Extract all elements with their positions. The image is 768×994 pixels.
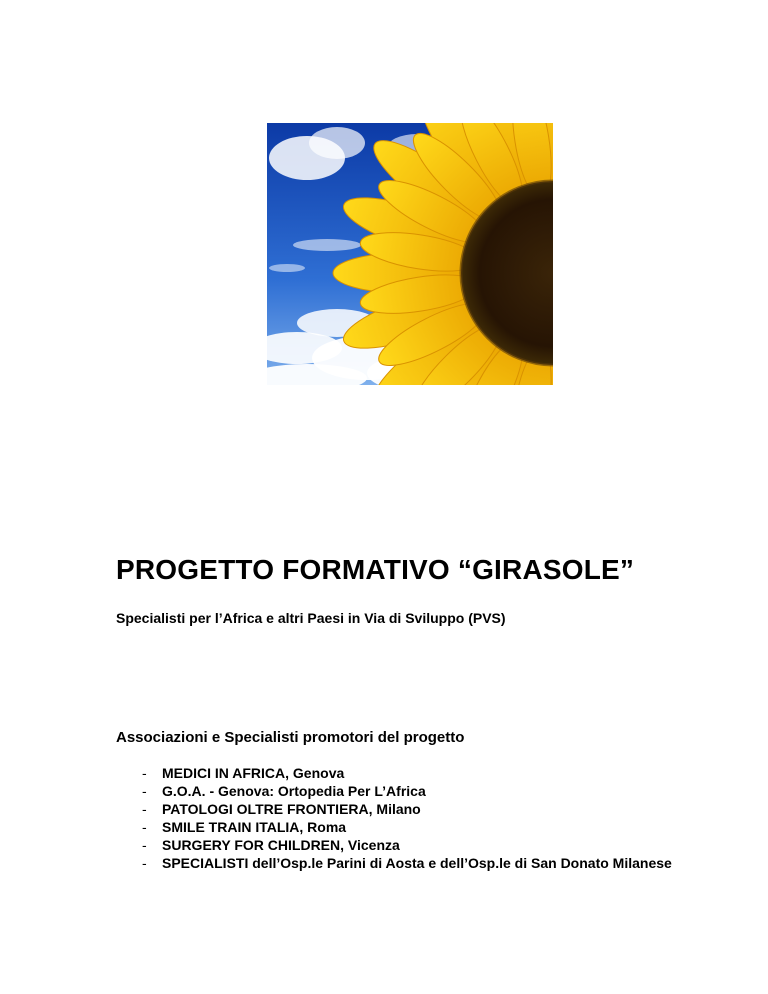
promoter-name: MEDICI IN AFRICA, Genova [162, 765, 345, 781]
cover-image [267, 123, 553, 385]
list-item [142, 836, 682, 854]
bullet-dash: - [142, 837, 147, 853]
list-item [142, 800, 682, 818]
list-item [142, 782, 682, 800]
bullet-dash: - [142, 801, 147, 817]
promoter-name: SURGERY FOR CHILDREN, Vicenza [162, 837, 400, 853]
bullet-dash: - [142, 855, 147, 871]
bullet-dash: - [142, 819, 147, 835]
bullet-dash: - [142, 765, 147, 781]
list-item [142, 854, 682, 872]
document-subtitle: Specialisti per l’Africa e altri Paesi in Via di Sviluppo (PVS) [116, 610, 506, 626]
promoter-name: PATOLOGI OLTRE FRONTIERA, Milano [162, 801, 421, 817]
sunflower-illustration [267, 123, 553, 385]
list-item [142, 764, 682, 782]
document-title: PROGETTO FORMATIVO “GIRASOLE” [116, 554, 635, 585]
bullet-dash: - [142, 783, 147, 799]
promoter-name: G.O.A. - Genova: Ortopedia Per L’Africa [162, 783, 426, 799]
promoters-list [142, 764, 682, 872]
promoter-name: SPECIALISTI dell’Osp.le Parini di Aosta e dell’Osp.le di San Donato Milanese [162, 855, 672, 871]
promoter-name: SMILE TRAIN ITALIA, Roma [162, 819, 347, 835]
list-item [142, 818, 682, 836]
promoters-heading: Associazioni e Specialisti promotori del progetto [116, 729, 465, 746]
